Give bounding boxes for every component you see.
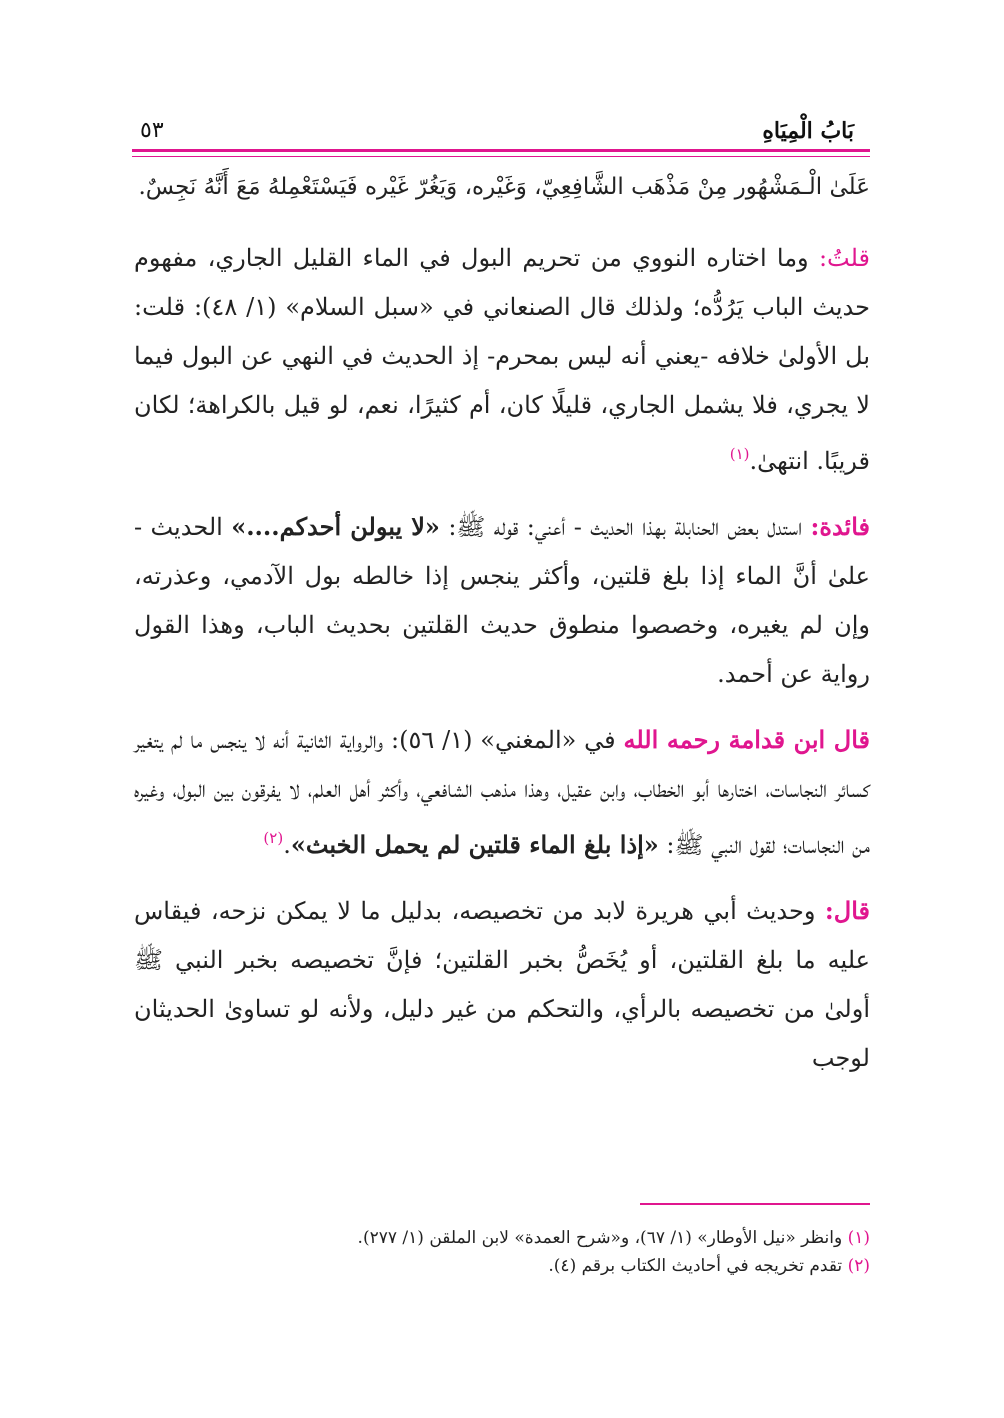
footnote-ref-1[interactable]: (١) [729,445,750,463]
footnote-ref-2[interactable]: (٢) [263,829,284,847]
footnote-2-text: تقدم تخريجه في أحاديث الكتاب برقم (٤). [548,1256,848,1276]
paragraph-2-text: وما اختاره النووي من تحريم البول في الماء القليل الجاري، مفهوم حديث الباب يَرُدُّه؛ ولذلك قال الصنعاني في «سبل السلام» (١/ ٤٨): قلت: بل الأولىٰ خلافه -يعني أنه ليس بمحرم- إذ الحديث في النهي عن البول فيما لا يجري، فلا يشمل الجاري، قليلًا كان، أم كثيرًا، نعم، لو قيل بالكراهة؛ لكان قريبًا. انتهىٰ. [134,244,871,475]
paragraph-3-label: فائدة: [810,512,871,541]
main-text [134,163,870,1099]
paragraph-5-label: قال: [824,896,870,925]
paragraph-4-text-b: . [283,831,291,859]
paragraph-5-text: وحديث أبي هريرة لابد من تخصيصه، بدليل ما لا يمكن نزحه، فيقاس عليه ما بلغ القلتين، أو يُخَصُّ بخبر القلتين؛ فإنَّ تخصيصه بخبر النبي ﷺ أولىٰ من تخصيصه بالرأي، والتحكم من غير دليل، ولأنه لو تساوىٰ الحديثان لوجب [134,897,870,1072]
paragraph-3-text-a: استدل بعض الحنابلة بهذا الحديث - أعني: قوله ﷺ: [439,513,811,541]
footnote-1-number: (١) [847,1228,870,1248]
header-rule-thick [132,149,870,152]
page-number: ٥٣ [140,118,164,143]
paragraph-3-quote: «لا يبولن أحدكم....» [231,512,440,541]
paragraph-3-text-b: الحديث - علىٰ أنَّ الماء إذا بلغ قلتين، وأكثر ينجس إذا خالطه بول الآدمي، وعذرته، وإن لم يغيره، وخصصوا منطوق حديث القلتين بحديث الباب، وهذا القول رواية عن أحمد. [134,513,870,688]
paragraph-5 [134,886,870,1083]
footnote-1 [134,1224,870,1252]
paragraph-2 [134,234,870,486]
footnote-2 [134,1252,870,1280]
paragraph-4 [134,715,870,870]
paragraph-2-label: قلتُ: [818,244,871,272]
header-rule-thin [132,156,870,157]
footnotes [134,1224,870,1280]
chapter-title: بَابُ الْمِيَاهِ [762,118,854,144]
paragraph-1-text: عَلَىٰ الْـمَشْهُور مِنْ مَذْهَب الشَّافِعِيّ، وَغَيْره، وَيَغُرّ غَيْره فَيَسْتَعْمِلهُ مَعَ أَنَّهُ نَجِسٌ. [138,174,870,200]
paragraph-4-label: قال ابن قدامة رحمه الله [623,725,871,754]
paragraph-4-quote: «إذا بلغ الماء قلتين لم يحمل الخبث» [290,830,659,859]
paragraph-4-text-a: في «المغني» (١/ ٥٦): والرواية الثانية أنه لا ينجس ما لم يتغير كسائر النجاسات، اختارها أبو الخطاب، وابن عقيل، وهذا مذهب الشافعي، وأكثر أهل العلم، لا يفرقون بين البول، وغيره من النجاسات؛ لقول النبي ﷺ: [134,726,871,859]
footnote-1-text: وانظر «نيل الأوطار» (١/ ٦٧)، و«شرح العمدة» لابن الملقن (١/ ٢٧٧). [357,1228,848,1248]
footnote-separator [640,1203,870,1205]
footnote-2-number: (٢) [847,1256,870,1276]
paragraph-1 [134,163,870,212]
paragraph-3 [134,502,870,699]
